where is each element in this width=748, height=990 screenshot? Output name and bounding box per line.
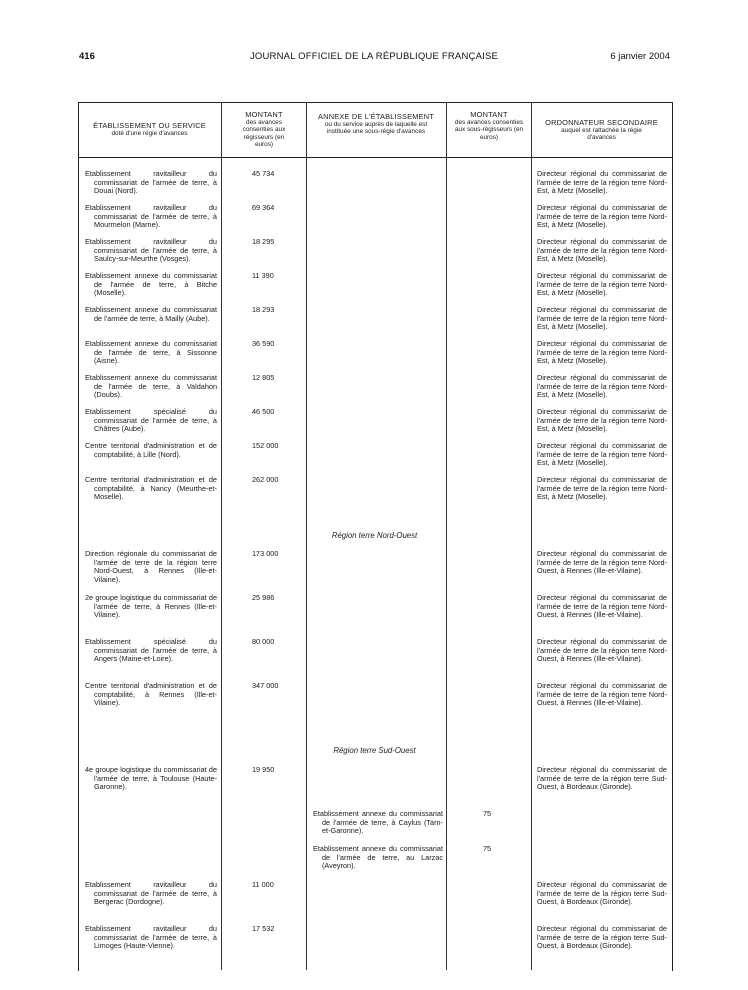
- header-sub: ou du service auprès de laquelle est instituée une sous-régie d'avances: [324, 120, 428, 136]
- establishment-name: Etablissement ravitailleur du commissariat de l'armée de terre, à Saulcy-sur-Meurthe (Vosges).: [85, 237, 217, 264]
- establishment-cell: [85, 682, 217, 708]
- region-label: Région terre Sud-Ouest: [333, 746, 416, 755]
- header-sub: des avances consenties aux sous-régisseurs (en euros): [454, 118, 524, 141]
- establishment-name: Centre territorial d'administration et de comptabilité, à Rennes (Ille-et-Vilaine).: [85, 681, 217, 708]
- header-rule: [78, 157, 673, 158]
- header-sub-amount: [448, 111, 530, 141]
- annex-name: Etablissement annexe du commissariat de l'armée de terre, à Caylus (Tarn-et-Garonne).: [313, 809, 443, 836]
- header-main: ORDONNATEUR SECONDAIRE: [545, 118, 658, 127]
- amount-cell: 25 986: [252, 593, 275, 602]
- ordonnateur-cell: Directeur régional du commissariat de l'armée de terre de la région terre Sud-Ouest, à Bordeaux (Gironde).: [537, 765, 667, 792]
- ordonnateur-cell: Directeur régional du commissariat de l'armée de terre de la région terre Nord-Ouest, à Rennes (Ille-et-Vilaine).: [537, 637, 667, 664]
- ordonnateur-cell: Directeur régional du commissariat de l'armée de terre de la région terre Nord-Est, à Metz (Moselle).: [537, 237, 667, 264]
- header-main: MONTANT: [470, 110, 508, 119]
- establishment-cell: [85, 408, 217, 434]
- amount-cell: 17 532: [252, 924, 275, 933]
- ordonnateur-cell: Directeur régional du commissariat de l'armée de terre de la région terre Nord-Est, à Metz (Moselle).: [537, 475, 667, 502]
- establishment-name: Etablissement spécialisé du commissariat de l'armée de terre, à Angers (Maine-et-Loire).: [85, 637, 217, 664]
- amount-cell: 11 390: [252, 271, 274, 280]
- ordonnateur-cell: Directeur régional du commissariat de l'armée de terre de la région terre Nord-Est, à Metz (Moselle).: [537, 169, 667, 196]
- amount-cell: 18 293: [252, 305, 275, 314]
- header-amount: [223, 111, 305, 149]
- header-establishment: [80, 122, 219, 137]
- amount-cell: 19 950: [252, 765, 275, 774]
- header-annex: [308, 113, 444, 136]
- amount-cell: 36 590: [252, 339, 275, 348]
- establishment-cell: [85, 374, 217, 400]
- header-main: ANNEXE DE L'ÉTABLISSEMENT: [318, 112, 434, 121]
- ordonnateur-cell: Directeur régional du commissariat de l'armée de terre de la région terre Nord-Est, à Metz (Moselle).: [537, 407, 667, 434]
- establishment-cell: [85, 925, 217, 951]
- page-number: 416: [79, 51, 95, 62]
- establishment-name: Etablissement annexe du commissariat de l'armée de terre, à Mailly (Aube).: [85, 305, 217, 323]
- ordonnateur-cell: Directeur régional du commissariat de l'armée de terre de la région terre Nord-Est, à Metz (Moselle).: [537, 373, 667, 400]
- ordonnateur-cell: Directeur régional du commissariat de l'armée de terre de la région terre Sud-Ouest, à Bordeaux (Gironde).: [537, 924, 667, 951]
- header-main: MONTANT: [245, 110, 283, 119]
- amount-cell: 80 000: [252, 637, 275, 646]
- establishment-cell: [85, 766, 217, 792]
- ordonnateur-cell: Directeur régional du commissariat de l'armée de terre de la région terre Nord-Est, à Metz (Moselle).: [537, 271, 667, 298]
- amount-cell: 69 364: [252, 203, 275, 212]
- establishment-name: Etablissement ravitailleur du commissariat de l'armée de terre, à Limoges (Haute-Vienne).: [85, 924, 217, 951]
- establishment-cell: [85, 204, 217, 230]
- ordonnateur-cell: Directeur régional du commissariat de l'armée de terre de la région terre Nord-Est, à Metz (Moselle).: [537, 339, 667, 366]
- amount-cell: 18 295: [252, 237, 275, 246]
- ordonnateur-cell: Directeur régional du commissariat de l'armée de terre de la région terre Nord-Ouest, à Rennes (Ille-et-Vilaine).: [537, 681, 667, 708]
- ordonnateur-cell: Directeur régional du commissariat de l'armée de terre de la région terre Nord-Est, à Metz (Moselle).: [537, 305, 667, 332]
- establishment-cell: [85, 272, 217, 298]
- header-sub: doté d'une régie d'avances: [111, 129, 188, 137]
- amount-cell: 173 000: [252, 549, 279, 558]
- annex-cell: [313, 845, 443, 871]
- establishment-cell: [85, 340, 217, 366]
- establishment-name: Centre territorial d'administration et de comptabilité, à Nancy (Meurthe-et-Moselle).: [85, 475, 217, 502]
- establishment-name: Direction régionale du commissariat de l'armée de terre de la région terre Nord-Ouest, à Rennes (Ille-et-Vilaine).: [85, 549, 217, 584]
- establishment-name: Etablissement annexe du commissariat de l'armée de terre, à Sissonne (Aisne).: [85, 339, 217, 366]
- establishment-name: Etablissement annexe du commissariat de l'armée de terre, à Valdahon (Doubs).: [85, 373, 217, 400]
- header-sub: des avances consenties aux régisseurs (en euros): [242, 118, 286, 149]
- establishment-cell: [85, 594, 217, 620]
- annex-name: Etablissement annexe du commissariat de l'armée de terre, au Larzac (Aveyron).: [313, 844, 443, 871]
- publication-date: 6 janvier 2004: [610, 51, 670, 62]
- establishment-name: 2e groupe logistique du commissariat de l'armée de terre, à Rennes (Ille-et-Vilaine).: [85, 593, 217, 620]
- establishment-cell: [85, 170, 217, 196]
- header-main: ÉTABLISSEMENT OU SERVICE: [93, 121, 206, 130]
- establishment-name: Centre territorial d'administration et de comptabilité, à Lille (Nord).: [85, 441, 217, 459]
- region-label: Région terre Nord-Ouest: [331, 531, 418, 540]
- establishment-cell: [85, 550, 217, 584]
- amount-cell: 12 805: [252, 373, 275, 382]
- amount-cell: 152 000: [252, 441, 279, 450]
- sub-amount-cell: 75: [483, 844, 492, 853]
- amount-cell: 262 000: [252, 475, 279, 484]
- ordonnateur-cell: Directeur régional du commissariat de l'armée de terre de la région terre Nord-Ouest, à Rennes (Ille-et-Vilaine).: [537, 549, 667, 576]
- amount-cell: 46 500: [252, 407, 275, 416]
- establishment-cell: [85, 238, 217, 264]
- ordonnateur-cell: Directeur régional du commissariat de l'armée de terre de la région terre Nord-Est, à Metz (Moselle).: [537, 441, 667, 468]
- journal-title: JOURNAL OFFICIEL DE LA RÉPUBLIQUE FRANÇAISE: [249, 51, 499, 62]
- amount-cell: 347 000: [252, 681, 279, 690]
- establishment-cell: [85, 638, 217, 664]
- ordonnateur-cell: Directeur régional du commissariat de l'armée de terre de la région terre Sud-Ouest, à Bordeaux (Gironde).: [537, 880, 667, 907]
- establishment-cell: [85, 442, 217, 459]
- amount-cell: 11 000: [252, 880, 274, 889]
- establishment-cell: [85, 476, 217, 502]
- amount-cell: 45 734: [252, 169, 275, 178]
- establishment-name: Etablissement annexe du commissariat de l'armée de terre, à Bitche (Moselle).: [85, 271, 217, 298]
- establishment-name: Etablissement ravitailleur du commissariat de l'armée de terre, à Mourmelon (Marne).: [85, 203, 217, 230]
- establishment-cell: [85, 881, 217, 907]
- establishment-name: Etablissement ravitailleur du commissariat de l'armée de terre, à Bergerac (Dordogne).: [85, 880, 217, 907]
- sub-amount-cell: 75: [483, 809, 492, 818]
- header-ordonnateur: [533, 119, 670, 142]
- establishment-name: 4e groupe logistique du commissariat de l'armée de terre, à Toulouse (Haute-Garonne).: [85, 765, 217, 792]
- ordonnateur-cell: Directeur régional du commissariat de l'armée de terre de la région terre Nord-Ouest, à Rennes (Ille-et-Vilaine).: [537, 593, 667, 620]
- annex-cell: [313, 810, 443, 836]
- establishment-name: Etablissement spécialisé du commissariat de l'armée de terre, à Châtres (Aube).: [85, 407, 217, 434]
- establishment-name: Etablissement ravitailleur du commissariat de l'armée de terre, à Douai (Nord).: [85, 169, 217, 196]
- header-sub: auquel est rattachée la régie d'avances: [561, 126, 642, 142]
- ordonnateur-cell: Directeur régional du commissariat de l'armée de terre de la région terre Nord-Est, à Metz (Moselle).: [537, 203, 667, 230]
- establishment-cell: [85, 306, 217, 323]
